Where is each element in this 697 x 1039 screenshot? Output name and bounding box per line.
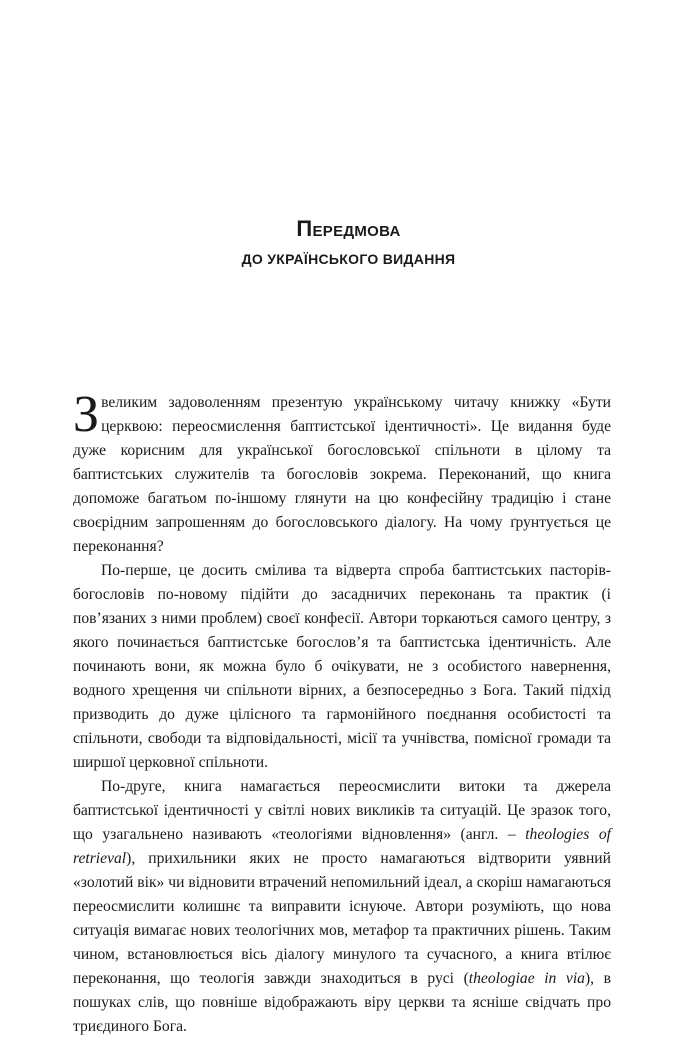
paragraph-3-text-b: ), прихильники яких не просто намагаються відтворити уявний «золотий вік» чи відновити втрачений непомильний ідеал, а скоріш намагаються переосмислити колишнє та виправити існуюче. Автори розуміють, що нова ситуація вимагає нових теологічних мов, метафор та практичних рішень. Таким чином, встановлюється вісь діалогу минулого та сучасного, а книга втілює переконання, що теологія завжди знаходиться в русі ( — [73, 850, 611, 987]
drop-cap: З — [73, 386, 100, 443]
paragraph-1-text: великим задоволенням презентую українському читачу книжку «Бути церквою: переосмислення баптистської ідентичності». Це видання буде дуже корисним для української богословської спільноти в цілому та баптистських служителів та богословів зокрема. Переконаний, що книга допоможе багатьом по-іншому глянути на цю конфесійну традицію і стане своєрідним запрошенням до богословського діалогу. На чому ґрунтується це переконання? — [73, 394, 611, 555]
paragraph-3-text-a: По-друге, книга намагається переосмислити витоки та джерела баптистської ідентичності у світлі нових викликів та ситуацій. Це зразок того, що узагальнено називають «теологіями відновлення» (англ. – — [73, 778, 611, 843]
paragraph-3-text-c: ), в пошуках слів, що повніше відображають віру церкви та ясніше свідчать про триєдиного Бога. — [73, 970, 612, 1035]
page-subtitle: ДО УКРАЇНСЬКОГО ВИДАННЯ — [241, 251, 456, 267]
paragraph-3-italic-b: theologiae in via — [468, 970, 585, 987]
paragraph-2: По-перше, це досить смілива та відверта спроба баптистських пасторів-богословів по-новому підійти до засадничих переконань та практик (і пов’язаних з ними проблем) своєї конфесії. Автори торкаються самого центру, з якого починається баптистське богослов’я та баптистська ідентичність. Але починають вони, як можна було б очікувати, не з особистого навернення, водного хрещення чи спільноти вірних, а безпосередньо з Бога. Такий підхід призводить до дуже цілісного та гармонійного поєднання особистості та спільноти, свободи та відповідальності, місії та учнівства, помісної громади та ширшої церковної спільноти. — [73, 562, 611, 771]
paragraph-3-italic-a: theologies of retrieval — [73, 826, 611, 867]
body-text — [73, 386, 612, 1039]
paragraph-1 — [73, 386, 611, 559]
page-title: Передмова — [296, 216, 401, 241]
paragraph-3 — [73, 775, 611, 1039]
